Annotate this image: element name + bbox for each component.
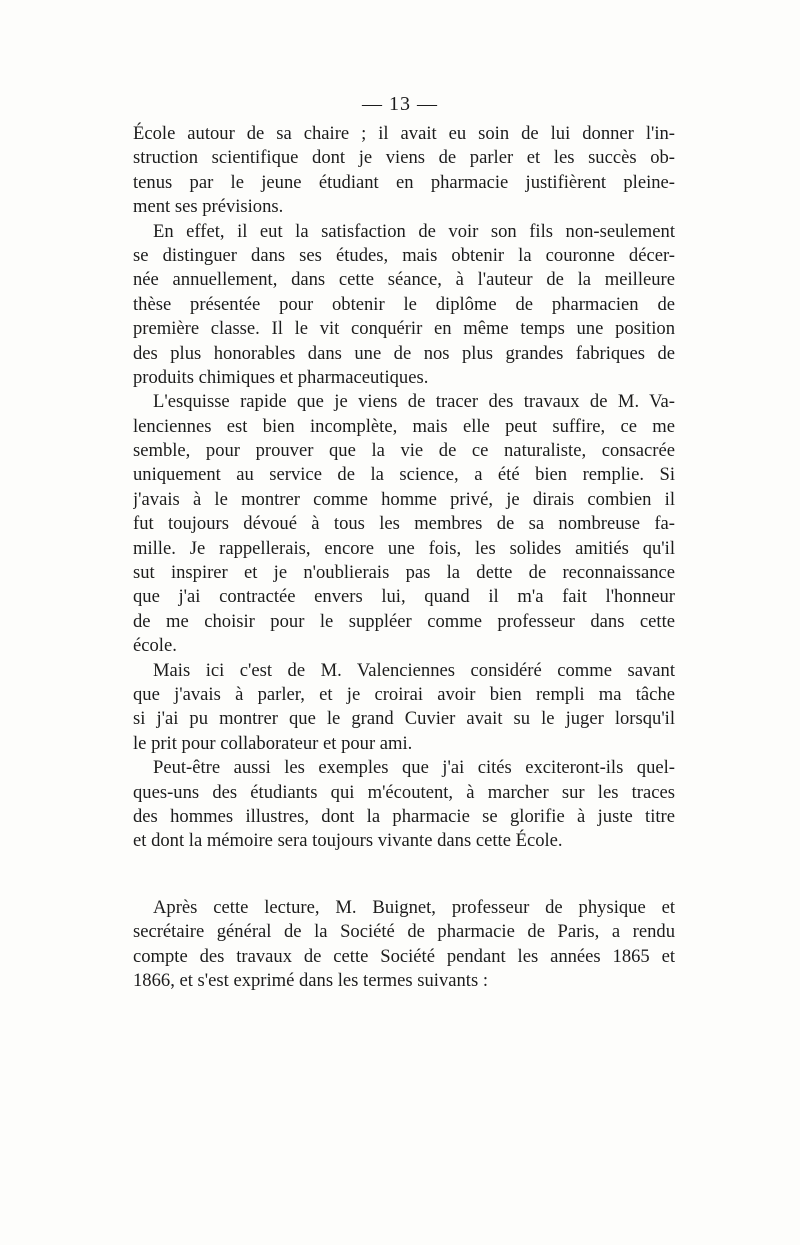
text-line: uniquement au service de la science, a été bien remplie. Si: [133, 464, 675, 486]
text-line: École autour de sa chaire ; il avait eu soin de lui donner l'in-: [133, 123, 675, 144]
text-line: née annuellement, dans cette séance, à l'auteur de la meilleure: [133, 269, 675, 291]
text-line: si j'ai pu montrer que le grand Cuvier avait su le juger lorsqu'il: [133, 708, 675, 730]
text-line: que j'avais à parler, et je croirai avoir bien rempli ma tâche: [133, 683, 675, 705]
text-line: de me choisir pour le suppléer comme professeur dans cette: [133, 610, 675, 632]
text-line: j'avais à le montrer comme homme privé, je dirais combien il: [133, 488, 675, 510]
text-line: école.: [133, 635, 177, 657]
text-line: fut toujours dévoué à tous les membres de sa nombreuse fa-: [133, 513, 675, 535]
text-line: thèse présentée pour obtenir le diplôme de pharmacien de: [133, 293, 675, 315]
paragraph: [133, 390, 675, 658]
paragraph: [133, 122, 675, 220]
text-line: compte des travaux de cette Société pendant les années 1865 et: [133, 945, 675, 967]
text-line: produits chimiques et pharmaceutiques.: [133, 366, 429, 388]
main-text: [133, 122, 675, 854]
paragraph: [133, 220, 675, 391]
text-line: et dont la mémoire sera toujours vivante dans cette École.: [133, 830, 563, 852]
text-line: se distinguer dans ses études, mais obtenir la couronne décer-: [133, 244, 675, 266]
text-line: Peut-être aussi les exemples que j'ai cités exciteront-ils quel-: [153, 757, 675, 779]
text-line: des hommes illustres, dont la pharmacie se glorifie à juste titre: [133, 805, 675, 827]
text-line: que j'ai contractée envers lui, quand il m'a fait l'honneur: [133, 586, 675, 608]
text-line: Mais ici c'est de M. Valenciennes considéré comme savant: [153, 659, 675, 681]
text-line: ques-uns des étudiants qui m'écoutent, à marcher sur les traces: [133, 781, 675, 803]
paragraph: [133, 756, 675, 854]
text-line: le prit pour collaborateur et pour ami.: [133, 732, 413, 754]
paragraph: [133, 896, 675, 994]
text-line: sut inspirer et je n'oublierais pas la dette de reconnaissance: [133, 562, 675, 584]
paragraph: [133, 659, 675, 757]
text-line: En effet, il eut la satisfaction de voir son fils non-seulement: [153, 220, 675, 242]
text-line: mille. Je rappellerais, encore une fois, les solides amitiés qu'il: [133, 537, 675, 559]
page-number: — 13 —: [362, 93, 438, 115]
text-line: tenus par le jeune étudiant en pharmacie justifièrent pleine-: [133, 171, 675, 193]
text-line: Après cette lecture, M. Buignet, professeur de physique et: [153, 897, 675, 918]
text-line: struction scientifique dont je viens de parler et les succès ob-: [133, 147, 675, 169]
text-line: 1866, et s'est exprimé dans les termes suivants :: [133, 970, 489, 992]
text-line: L'esquisse rapide que je viens de tracer des travaux de M. Va-: [153, 391, 675, 413]
text-line: lenciennes est bien incomplète, mais elle peut suffire, ce me: [133, 415, 675, 437]
text-line: ment ses prévisions.: [133, 196, 284, 218]
closing-paragraph: [133, 896, 675, 994]
text-line: secrétaire général de la Société de pharmacie de Paris, a rendu: [133, 921, 675, 943]
text-line: première classe. Il le vit conquérir en même temps une position: [133, 318, 675, 340]
text-line: des plus honorables dans une de nos plus grandes fabriques de: [133, 342, 675, 364]
text-line: semble, pour prouver que la vie de ce naturaliste, consacrée: [133, 440, 675, 462]
